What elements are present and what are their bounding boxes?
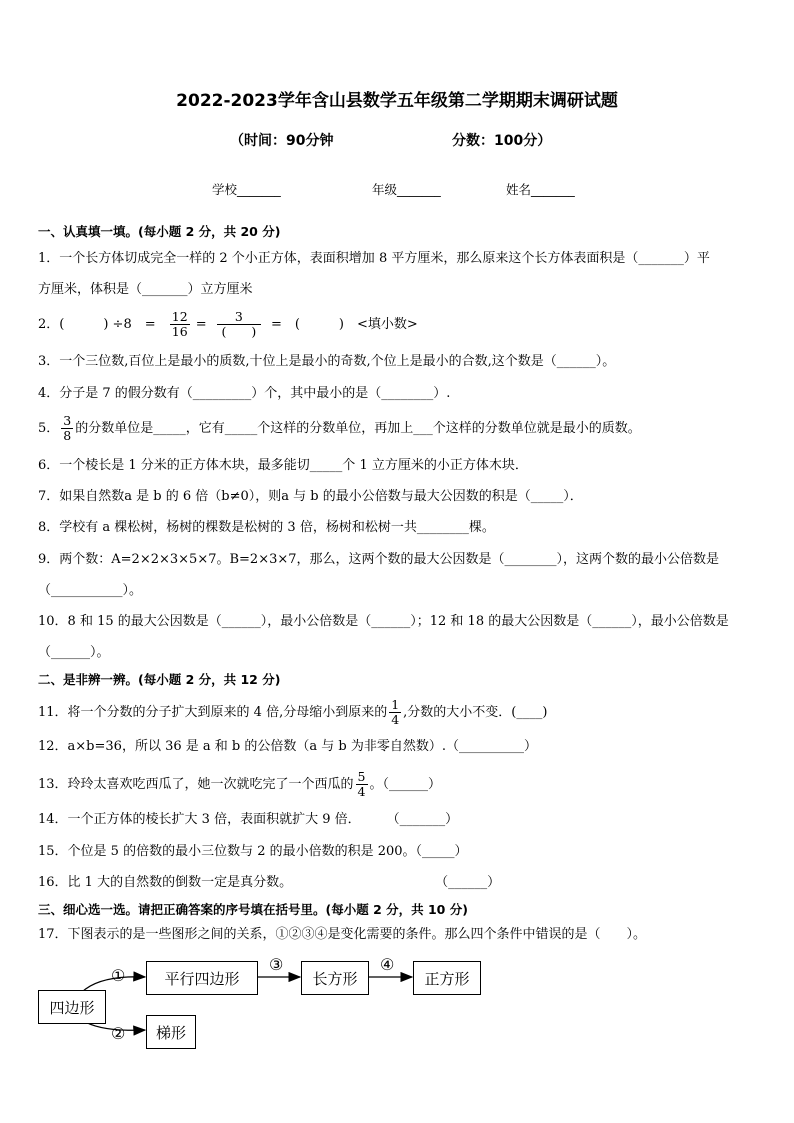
fraction-denominator: 4 <box>391 712 400 727</box>
parallelogram-box: 平行四边形 <box>146 961 258 995</box>
question-2-prefix: 2．( ) ÷8 = <box>38 317 156 332</box>
school-field[interactable]: 学校_______ <box>212 182 281 197</box>
question-7: 7．如果自然数a 是 b 的 6 倍（b≠0），则a 与 b 的最小公倍数与最大公因数的积是（_____）． <box>38 489 583 504</box>
question-16: 16．比 1 大的自然数的倒数一定是真分数。 （______） <box>38 875 501 890</box>
question-3: 3．一个三位数,百位上是最小的质数,十位上是最小的奇数,个位上是最小的合数,这个数是（______）。 <box>38 354 616 369</box>
fraction-denominator: ( ) <box>221 324 257 339</box>
question-1-line-2: 方厘米，体积是（_______）立方厘米 <box>38 282 253 297</box>
section-3-heading: 三、细心选一选。请把正确答案的序号填在括号里。(每小题 2 分，共 10 分) <box>38 902 468 917</box>
section-2-heading: 二、是非辨一辨。(每小题 2 分，共 12 分) <box>38 672 281 687</box>
fraction-numerator: 3 <box>63 413 72 428</box>
question-6: 6．一个棱长是 1 分米的正方体木块，最多能切_____个 1 立方厘米的小正方体木块． <box>38 458 528 473</box>
name-field[interactable]: 姓名_______ <box>506 182 575 197</box>
question-15: 15．个位是 5 的倍数的最小三位数与 2 的最小倍数的积是 200。（_____） <box>38 844 468 859</box>
question-9-line-1: 9．两个数：A=2×2×3×5×7。B=2×3×7，那么，这两个数的最大公因数是（________），这两个数的最小公倍数是 <box>38 552 720 567</box>
condition-4-label: ④ <box>380 955 395 974</box>
fraction-numerator: 3 <box>217 310 261 325</box>
question-14: 14．一个正方体的棱长扩大 3 倍，表面积就扩大 9 倍． （_______） <box>38 812 459 827</box>
question-10-line-2: （______）。 <box>38 645 110 660</box>
quadrilateral-box: 四边形 <box>38 990 106 1024</box>
question-5-suffix: 的分数单位是_____，它有_____个这样的分数单位，再加上___个这样的分数单位就是最小的质数。 <box>75 421 641 436</box>
fraction-numerator: 5 <box>357 769 366 784</box>
question-5-prefix: 5． <box>38 421 60 436</box>
condition-2-label: ② <box>111 1024 126 1043</box>
question-11-suffix: ,分数的大小不变．(____) <box>403 705 548 720</box>
exam-score: 分数：100分） <box>452 133 552 149</box>
fraction-denominator: 4 <box>357 784 366 799</box>
question-8: 8．学校有 a 棵松树，杨树的棵数是松树的 3 倍，杨树和松树一共________棵。 <box>38 520 495 535</box>
question-4: 4．分子是 7 的假分数有（_________）个，其中最小的是（________）. <box>38 386 451 401</box>
rectangle-box: 长方形 <box>301 961 369 995</box>
question-13-prefix: 13．玲玲太喜欢吃西瓜了，她一次就吃完了一个西瓜的 <box>38 777 354 792</box>
square-box: 正方形 <box>413 961 481 995</box>
question-10-line-1: 10．8 和 15 的最大公因数是（______），最小公倍数是（______）；12 和 18 的最大公因数是（______），最小公倍数是 <box>38 614 729 629</box>
exam-time: （时间：90分钟 <box>230 133 334 149</box>
fraction-numerator: 12 <box>171 309 188 324</box>
question-2-suffix: = ( ) <填小数> <box>270 317 418 332</box>
fraction-denominator: 16 <box>171 324 188 339</box>
grade-field[interactable]: 年级_______ <box>372 182 441 197</box>
equals-sign: = <box>195 317 207 332</box>
condition-1-label: ① <box>111 966 126 985</box>
question-1-line-1: 1．一个长方体切成完全一样的 2 个小正方体，表面积增加 8 平方厘米，那么原来这个长方体表面积是（_______）平 <box>38 251 710 266</box>
condition-3-label: ③ <box>269 955 284 974</box>
section-1-heading: 一、认真填一填。(每小题 2 分，共 20 分) <box>38 224 281 239</box>
question-13-suffix: 。（______） <box>369 777 442 792</box>
trapezoid-box: 梯形 <box>146 1015 196 1049</box>
question-9-line-2: （___________）。 <box>38 583 143 598</box>
fraction-numerator: 1 <box>391 697 400 712</box>
question-12: 12．a×b=36，所以 36 是 a 和 b 的公倍数（a 与 b 为非零自然数）.（__________） <box>38 739 537 754</box>
question-11-prefix: 11．将一个分数的分子扩大到原来的 4 倍,分母缩小到原来的 <box>38 705 388 720</box>
question-17: 17．下图表示的是一些图形之间的关系，①②③④是变化需要的条件。那么四个条件中错误的是（ ）。 <box>38 927 647 942</box>
fraction-denominator: 8 <box>63 428 72 443</box>
page-title: 2022-2023学年含山县数学五年级第二学期期末调研试题 <box>176 91 618 111</box>
